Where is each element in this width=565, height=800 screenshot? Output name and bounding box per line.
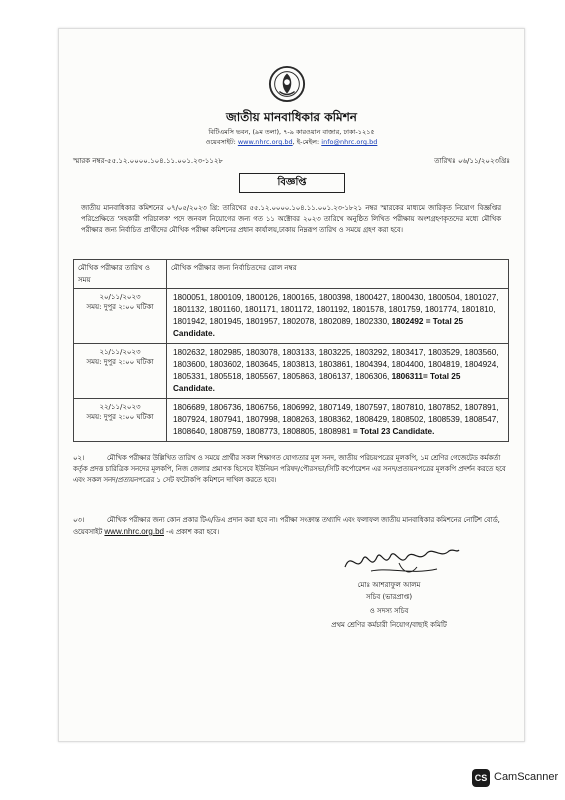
- schedule-time: সময়: দুপুর ২:০০ ঘটিকা: [86, 358, 154, 366]
- notice-title: বিজ্ঞপ্তি: [239, 173, 345, 193]
- memo-date: তারিখঃ ০৬/১১/২০২৩খ্রিঃ: [434, 157, 510, 165]
- camscanner-label: CamScanner: [494, 771, 559, 783]
- point-text: মৌখিক পরীক্ষার উল্লিখিত তারিখ ও সময়ে প্রার্থীর সকল শিক্ষাগত যোগ্যতার মূল সনদ, জাতীয় পরিচয়পত্রের মূলকপি, ১ম শ্রেণির গেজেটেড কর্মকর্তা কর্তৃক প্রদত্ত চারিত্রিক সনদের মূলকপি, নিজ জেলার প্রমাণক হিসেবে ইউনিয়ন পরিষদ/পৌরসভা/সিটি কর্পোরেশন এর সনদ/প্রত্যয়নপত্রের মূলকপি প্রদর্শন করতে হবে এবং সকল সনদ/প্রত্যয়নপত্রের ১ সেট ফটোকপি কমিশনে দাখিল করতে হবে।: [73, 454, 506, 484]
- website-label: ওয়েবসাইট:: [205, 138, 236, 146]
- roll-total: = Total 23 Candidate.: [352, 427, 435, 436]
- document-page: [58, 28, 525, 742]
- committee-name: প্রথম শ্রেণির কর্মচারী নিয়োগ/বাছাই কমিটি: [331, 621, 447, 629]
- signatory-title: সচিব (ভারপ্রাপ্ত): [365, 593, 413, 601]
- point-2: [73, 453, 513, 486]
- nhrc-seal-icon: [268, 65, 306, 103]
- schedule-date: ২২/১১/২০২৩: [99, 403, 141, 411]
- organization-address: বিটিএমসি ভবন, (৯ম তলা), ৭-৯ কারওয়ান বাজার, ঢাকা-১২১৫: [208, 128, 375, 136]
- header-roll-numbers: মৌখিক পরীক্ষার জন্য নির্বাচিতদের রোল নম্বর: [167, 260, 509, 289]
- point-3: [73, 515, 513, 538]
- roll-numbers-cell: [167, 289, 509, 344]
- table-header-row: [74, 260, 509, 289]
- signatory-role: ও সদস্য সচিব: [369, 607, 409, 615]
- roll-total: 1806311= Total 25 Candidate.: [173, 372, 461, 393]
- organization-contact: [59, 137, 524, 148]
- viva-schedule-table: [73, 259, 509, 442]
- email-link[interactable]: info@nhrc.org.bd: [321, 138, 378, 146]
- roll-numbers: 1802632, 1802985, 1803078, 1803133, 1803225, 1803292, 1803417, 1803529, 1803560, 1803600, 1803602, 1803645, 1803813, 1803861, 1804394, 1804400, 1804819, 1804924, 1805331, 1805518, 1805567, 1805863, 1806137, 1806306,: [173, 348, 499, 381]
- roll-numbers: 1800051, 1800109, 1800126, 1800165, 1800398, 1800427, 1800430, 1800504, 1801027, 1801132, 1801160, 1801171, 1801172, 1801192, 1801578, 1801759, 1801774, 1801810, 1801942, 1801945, 1801957, 1802078, 1802089, 1802330,: [173, 293, 499, 326]
- roll-numbers-cell: [167, 344, 509, 399]
- roll-total: 1802492 = Total 25 Candidate.: [173, 317, 464, 338]
- table-row: [74, 289, 509, 344]
- schedule-date-cell: [74, 289, 167, 344]
- table-row: [74, 344, 509, 399]
- website-link[interactable]: www.nhrc.org.bd: [104, 527, 164, 536]
- schedule-date: ২০/১১/২০২৩: [99, 293, 141, 301]
- header-date-time: মৌখিক পরীক্ষার তারিখ ও সময়: [74, 260, 167, 289]
- schedule-date-cell: [74, 344, 167, 399]
- point-tail: -এ প্রকাশ করা হবে।: [166, 528, 220, 536]
- intro-paragraph: জাতীয় মানবাধিকার কমিশনের ০৭/০৫/২০২৩ খ্রি: তারিখের ৫৫.১২.০০০০.১০৪.১১.০০১.২৩-১৮২১ নম্বর স্মারকের মাধ্যমে জারিকৃত নিয়োগ বিজ্ঞপ্তির পরিপ্রেক্ষিতে 'সহকারী পরিচালক' পদে জনবল নিয়োগের জন্য গত ১১ অক্টোবর ২০২৩ তারিখে অনুষ্ঠিত লিখিত পরীক্ষায় অংশগ্রহণকৃতদের মধ্যে মৌখিক পরীক্ষার জন্য নির্বাচিত প্রার্থীদের মৌখিক পরীক্ষা কমিশনের প্রধান কার্যালয়,ঢাকায় নিম্নরূপ তারিখ ও সময়ে গ্রহণ করা হবে।: [81, 204, 501, 234]
- organization-name: জাতীয় মানবাধিকার কমিশন: [226, 110, 357, 124]
- schedule-time: সময়: দুপুর ২:০০ ঘটিকা: [86, 413, 154, 421]
- table-row: [74, 399, 509, 442]
- point-number: ০২।: [73, 454, 85, 462]
- roll-numbers: 1806689, 1806736, 1806756, 1806992, 1807149, 1807597, 1807810, 1807852, 1807891, 1807924, 1807941, 1807998, 1808263, 1808362, 1808429, 1808502, 1808539, 1808547, 1808640, 1808759, 1808773, 1808805, 1808981: [173, 403, 499, 436]
- memo-number: স্মারক নম্বর-৫৫.১২.০০০০.১০৪.১১.০০১.২৩-১১২৮: [73, 157, 223, 165]
- roll-numbers-cell: [167, 399, 509, 442]
- signatory-name: মোঃ আশরাফুল আলম: [357, 581, 421, 589]
- signature-icon: [341, 545, 461, 579]
- point-number: ০৩।: [73, 516, 85, 524]
- schedule-date-cell: [74, 399, 167, 442]
- website-link[interactable]: www.nhrc.org.bd: [237, 138, 293, 146]
- camscanner-icon: CS: [472, 769, 490, 787]
- camscanner-watermark: [472, 769, 564, 791]
- email-label: , ই-মেইল:: [292, 138, 320, 146]
- schedule-date: ২১/১১/২০২৩: [99, 348, 141, 356]
- schedule-time: সময়: দুপুর ২:০০ ঘটিকা: [86, 303, 154, 311]
- point-text: মৌখিক পরীক্ষার জন্য কোন প্রকার টিএ/ডিএ প্রদান করা হবে না। পরীক্ষা সংক্রান্ত তথ্যাদি এবং ফলাফল জাতীয় মানবাধিকার কমিশনের নোটিশ বোর্ড, ওয়েবসাইট: [73, 516, 500, 536]
